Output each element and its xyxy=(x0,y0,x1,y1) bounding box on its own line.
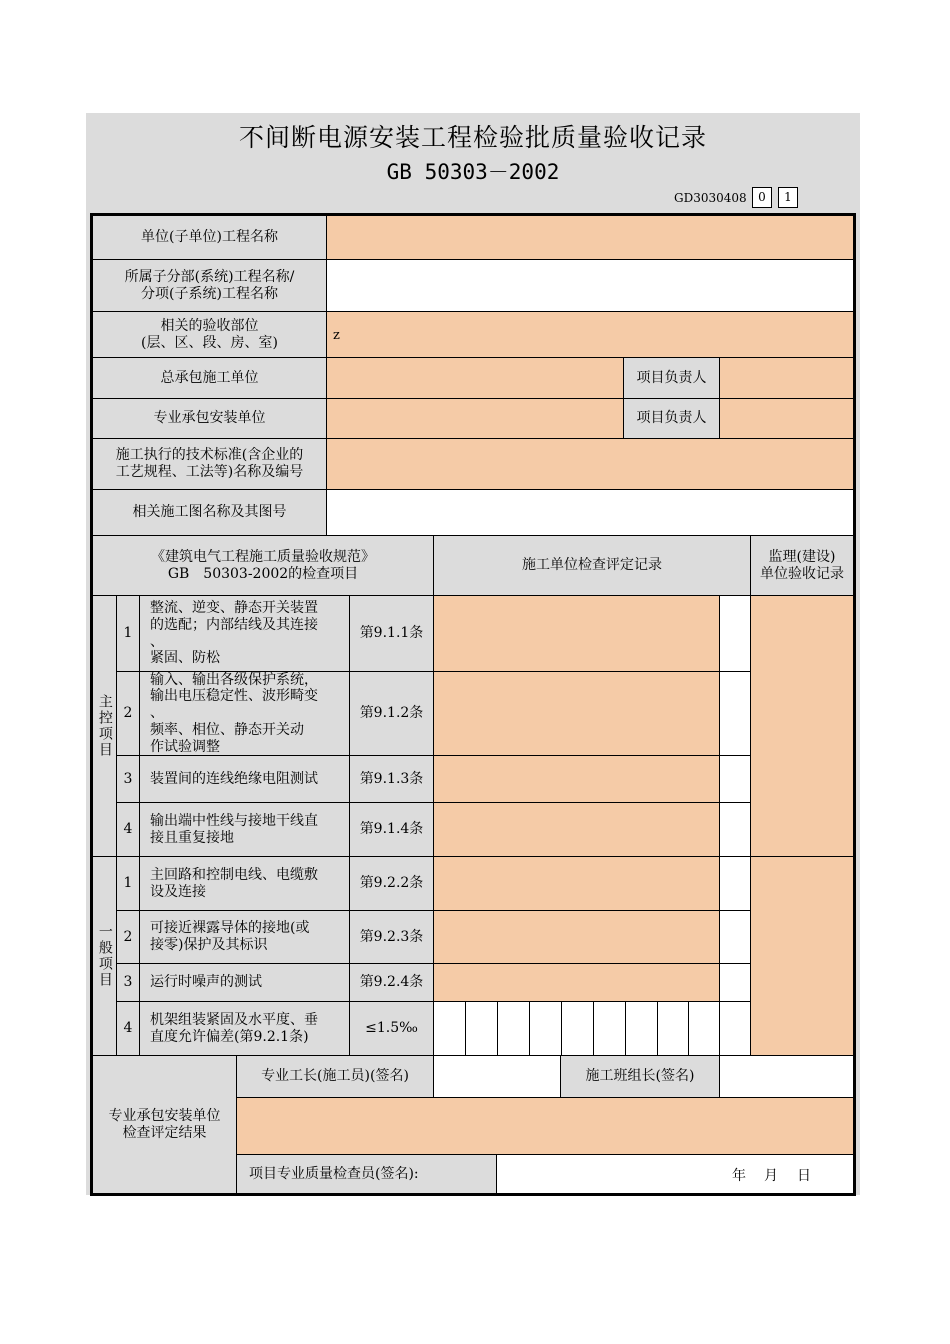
general-item-record[interactable] xyxy=(433,856,720,911)
general-item-clause: ≤1.5‰ xyxy=(349,1001,434,1056)
main-item-clause: 第9.1.4条 xyxy=(349,802,434,857)
form-code: GD3030408 xyxy=(674,191,747,205)
sub-project-label: 所属子分部(系统)工程名称/ 分项(子系统)工程名称 xyxy=(92,259,327,312)
page-title: 不间断电源安装工程检验批质量验收记录 xyxy=(238,123,707,152)
specialty-contractor-label: 专业承包安装单位 xyxy=(92,398,327,439)
foreman-signature[interactable] xyxy=(433,1055,561,1098)
unit-project-label: 单位(子单位)工程名称 xyxy=(92,215,327,260)
main-item-record[interactable] xyxy=(433,671,720,756)
tech-standard-field[interactable] xyxy=(326,438,854,490)
general-item-text: 主回路和控制电线、电缆敷 设及连接 xyxy=(139,856,350,911)
general-item-check[interactable] xyxy=(719,910,751,964)
supervision-main-field[interactable] xyxy=(750,595,854,857)
general-item-no: 2 xyxy=(116,910,140,964)
supervision-general-field[interactable] xyxy=(750,856,854,1056)
contractor-record-header: 施工单位检查评定记录 xyxy=(433,535,751,596)
drawing-field[interactable] xyxy=(326,489,854,536)
inspector-label: 项目专业质量检查员(签名): xyxy=(236,1154,497,1195)
general-item-record[interactable] xyxy=(433,963,720,1002)
main-items-label: 主控项目 xyxy=(92,595,117,857)
measure-cell[interactable] xyxy=(561,1001,594,1056)
date-year: 年 xyxy=(732,1168,746,1184)
general-items-label: 一般项目 xyxy=(92,856,117,1056)
main-item-text: 输入、输出各级保护系统， 输出电压稳定性、波形畸变 、 频率、相位、静态开关动 作试验调整 xyxy=(139,671,350,756)
general-contractor-field[interactable] xyxy=(326,357,624,399)
general-item-check[interactable] xyxy=(719,856,751,911)
specialty-contractor-field[interactable] xyxy=(326,398,624,439)
main-item-no: 2 xyxy=(116,671,140,756)
main-item-text: 整流、逆变、静态开关装置 的选配；内部结线及其连接 、 紧固、防松 xyxy=(139,595,350,672)
measure-cell[interactable] xyxy=(433,1001,466,1056)
unit-project-field[interactable] xyxy=(326,215,854,260)
main-item-record[interactable] xyxy=(433,755,720,803)
main-item-text: 装置间的连线绝缘电阻测试 xyxy=(139,755,350,803)
location-label: 相关的验收部位 (层、区、段、房、室) xyxy=(92,311,327,358)
standard-code: GB 50303－2002 xyxy=(386,160,560,184)
main-item-clause: 第9.1.1条 xyxy=(349,595,434,672)
main-item-record[interactable] xyxy=(433,802,720,857)
result-field[interactable] xyxy=(236,1097,854,1155)
general-item-no: 4 xyxy=(116,1001,140,1056)
code-box-2[interactable]: 1 xyxy=(778,187,798,208)
main-item-check[interactable] xyxy=(719,671,751,756)
drawing-label: 相关施工图名称及其图号 xyxy=(92,489,327,536)
general-item-clause: 第9.2.2条 xyxy=(349,856,434,911)
general-item-text: 机架组装紧固及水平度、垂 直度允许偏差(第9.2.1条) xyxy=(139,1001,350,1056)
foreman-label: 专业工长(施工员)(签名) xyxy=(236,1055,434,1098)
project-manager-field-2[interactable] xyxy=(719,398,854,439)
main-item-check[interactable] xyxy=(719,755,751,803)
code-box-1[interactable]: 0 xyxy=(752,187,772,208)
general-item-clause: 第9.2.3条 xyxy=(349,910,434,964)
result-label: 专业承包安装单位 检查评定结果 xyxy=(92,1055,237,1195)
team-leader-label: 施工班组长(签名) xyxy=(560,1055,720,1098)
general-item-clause: 第9.2.4条 xyxy=(349,963,434,1002)
location-field[interactable]: z xyxy=(326,311,854,358)
main-item-check[interactable] xyxy=(719,595,751,672)
project-manager-label-2: 项目负责人 xyxy=(623,398,720,439)
measure-cell[interactable] xyxy=(529,1001,562,1056)
general-item-text: 可接近裸露导体的接地(或 接零)保护及其标识 xyxy=(139,910,350,964)
main-item-check[interactable] xyxy=(719,802,751,857)
main-item-text: 输出端中性线与接地干线直 接且重复接地 xyxy=(139,802,350,857)
date-month: 月 xyxy=(764,1168,778,1184)
measure-cell[interactable] xyxy=(719,1001,751,1056)
measure-cell[interactable] xyxy=(688,1001,720,1056)
project-manager-label: 项目负责人 xyxy=(623,357,720,399)
main-item-no: 1 xyxy=(116,595,140,672)
measure-cell[interactable] xyxy=(657,1001,689,1056)
general-item-check[interactable] xyxy=(719,963,751,1002)
measure-cell[interactable] xyxy=(625,1001,658,1056)
spec-header: 《建筑电气工程施工质量验收规范》 GB 50303-2002的检查项目 xyxy=(92,535,434,596)
tech-standard-label: 施工执行的技术标准(含企业的 工艺规程、工法等)名称及编号 xyxy=(92,438,327,490)
main-item-no: 4 xyxy=(116,802,140,857)
measure-cell[interactable] xyxy=(497,1001,530,1056)
supervision-header: 监理(建设) 单位验收记录 xyxy=(750,535,854,596)
team-leader-signature[interactable] xyxy=(719,1055,854,1098)
general-item-no: 1 xyxy=(116,856,140,911)
general-item-text: 运行时噪声的测试 xyxy=(139,963,350,1002)
main-item-clause: 第9.1.3条 xyxy=(349,755,434,803)
main-item-clause: 第9.1.2条 xyxy=(349,671,434,756)
general-item-no: 3 xyxy=(116,963,140,1002)
general-item-record[interactable] xyxy=(433,910,720,964)
general-contractor-label: 总承包施工单位 xyxy=(92,357,327,399)
measure-cell[interactable] xyxy=(465,1001,498,1056)
date-day: 日 xyxy=(797,1168,811,1184)
project-manager-field[interactable] xyxy=(719,357,854,399)
main-item-record[interactable] xyxy=(433,595,720,672)
sub-project-field[interactable] xyxy=(326,259,854,312)
measure-cell[interactable] xyxy=(593,1001,626,1056)
main-item-no: 3 xyxy=(116,755,140,803)
